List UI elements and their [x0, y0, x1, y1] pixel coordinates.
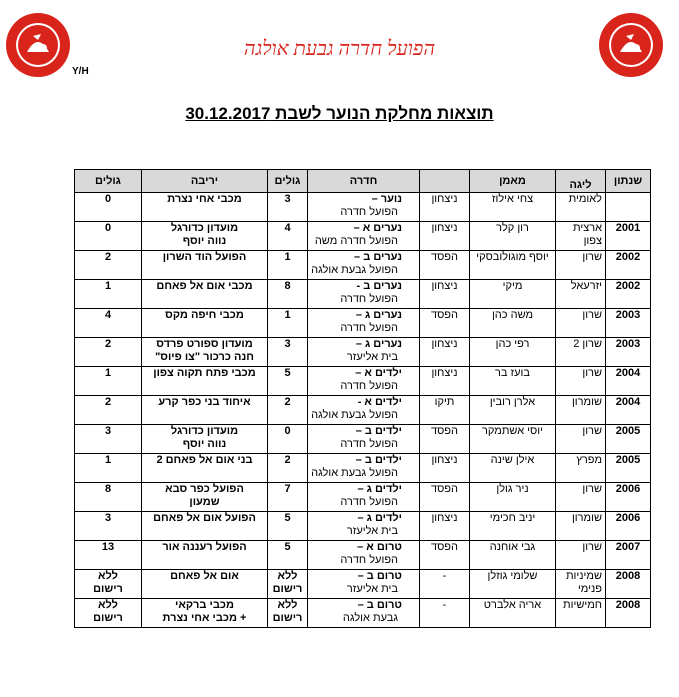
- cell-goals: 7: [268, 483, 308, 512]
- cell-result: -: [420, 570, 470, 599]
- team-age-group: טרום ב –: [357, 570, 402, 582]
- table-body: [75, 193, 651, 628]
- table-row: [75, 570, 651, 599]
- cell-result: הפסד: [420, 425, 470, 454]
- league-line: ארצית: [572, 222, 602, 234]
- cell-opponent: [142, 512, 268, 541]
- opp-goals-line: 8: [104, 483, 112, 495]
- cell-opp-goals: [75, 425, 142, 454]
- cell-goals: 3: [268, 193, 308, 222]
- league-line: שרון: [582, 425, 602, 437]
- document-title: תוצאות מחלקת הנוער לשבת 30.12.2017: [185, 104, 494, 123]
- table-row: [75, 454, 651, 483]
- cell-team: [308, 309, 420, 338]
- opponent-line: בני אום אל פאחם 2: [156, 454, 253, 466]
- cell-result: ניצחון: [420, 280, 470, 309]
- cell-opp-goals: [75, 309, 142, 338]
- team-age-group: נוער –: [371, 193, 402, 205]
- team-age-group: ילדים א –: [355, 367, 402, 379]
- cell-result: ניצחון: [420, 222, 470, 251]
- team-age-group: נערים ג –: [355, 338, 402, 350]
- league-line: שומרון: [571, 396, 602, 408]
- opponent-line: מכבי אחי נצרת: [167, 193, 242, 205]
- cell-league: [556, 251, 606, 280]
- team-age-group: נערים ב –: [354, 251, 402, 263]
- cell-result: -: [420, 599, 470, 628]
- cell-team: [308, 338, 420, 367]
- league-line: לאומית: [568, 193, 602, 205]
- results-table: [74, 169, 651, 628]
- cell-goals: 2: [268, 396, 308, 425]
- header-team: חדרה: [308, 170, 420, 193]
- cell-team: [308, 599, 420, 628]
- cell-team: [308, 222, 420, 251]
- opp-goals-line: ללא: [98, 599, 118, 611]
- cell-goals: 2: [268, 454, 308, 483]
- league-line: שרון: [582, 483, 602, 495]
- table-row: [75, 251, 651, 280]
- cell-result: הפסד: [420, 251, 470, 280]
- cell-league: [556, 338, 606, 367]
- table-row: [75, 338, 651, 367]
- cell-team: [308, 483, 420, 512]
- cell-league: [556, 309, 606, 338]
- cell-coach: אריה אלברט: [470, 599, 556, 628]
- opponent-line: מכבי אום אל פאחם: [156, 280, 253, 292]
- cell-goals: 8: [268, 280, 308, 309]
- cell-year: 2005: [606, 454, 651, 483]
- cell-coach: יוסי אשתמקר: [470, 425, 556, 454]
- header-opponent: יריבה: [142, 170, 268, 193]
- cell-opponent: [142, 193, 268, 222]
- cell-goals: 5: [268, 367, 308, 396]
- cell-year: 2008: [606, 570, 651, 599]
- document-mark: Y/H: [72, 66, 89, 77]
- team-club-name: בית אליעזר: [346, 525, 398, 537]
- opponent-line: איחוד בני כפר קרע: [158, 396, 251, 408]
- cell-team: [308, 454, 420, 483]
- cell-result: ניצחון: [420, 367, 470, 396]
- opp-goals-line: 1: [104, 367, 112, 379]
- cell-league: [556, 454, 606, 483]
- cell-year: 2004: [606, 396, 651, 425]
- cell-coach: אילן שינה: [470, 454, 556, 483]
- cell-opp-goals: [75, 367, 142, 396]
- opp-goals-line: 13: [101, 541, 115, 553]
- cell-result: ניצחון: [420, 338, 470, 367]
- cell-league: [556, 512, 606, 541]
- cell-opponent: [142, 338, 268, 367]
- cell-coach: אלרן רובין: [470, 396, 556, 425]
- cell-opponent: [142, 251, 268, 280]
- team-age-group: ילדים א -: [357, 396, 402, 408]
- team-age-group: ילדים ג –: [357, 512, 402, 524]
- table-row: [75, 512, 651, 541]
- cell-team: [308, 251, 420, 280]
- league-line: שרון: [582, 251, 602, 263]
- cell-year: 2003: [606, 309, 651, 338]
- opponent-line: מועדון כדורגל: [170, 425, 239, 437]
- opp-goals-line: 1: [104, 280, 112, 292]
- cell-goals: 4: [268, 222, 308, 251]
- cell-team: [308, 570, 420, 599]
- cell-opp-goals: [75, 396, 142, 425]
- team-club-name: הפועל חדרה: [340, 496, 398, 508]
- cell-opponent: [142, 599, 268, 628]
- cell-opponent: [142, 541, 268, 570]
- cell-opponent: [142, 309, 268, 338]
- cell-result: הפסד: [420, 483, 470, 512]
- table-row: [75, 222, 651, 251]
- cell-opponent: [142, 570, 268, 599]
- header-result: [420, 170, 470, 193]
- opponent-line: מכבי ברקאי: [175, 599, 234, 611]
- team-club-name: הפועל גבעת אולגה: [311, 264, 398, 276]
- cell-team: [308, 280, 420, 309]
- cell-team: [308, 541, 420, 570]
- opponent-line: הפועל רעננה אור: [162, 541, 247, 553]
- cell-opponent: [142, 454, 268, 483]
- cell-coach: משה כהן: [470, 309, 556, 338]
- cell-team: [308, 396, 420, 425]
- cell-league: [556, 599, 606, 628]
- team-age-group: טרום ב –: [357, 599, 402, 611]
- opponent-line: הפועל הוד השרון: [162, 251, 247, 263]
- table-row: [75, 309, 651, 338]
- cell-goals: 1: [268, 309, 308, 338]
- cell-result: הפסד: [420, 309, 470, 338]
- cell-opponent: [142, 222, 268, 251]
- cell-result: הפסד: [420, 541, 470, 570]
- cell-coach: רון קלר: [470, 222, 556, 251]
- team-club-name: הפועל חדרה: [340, 554, 398, 566]
- header-opp-goals: גולים: [75, 170, 142, 193]
- cell-year: [606, 193, 651, 222]
- league-line: שרון: [582, 541, 602, 553]
- cell-goals: 5: [268, 541, 308, 570]
- opp-goals-line: 3: [104, 512, 112, 524]
- cell-league: [556, 425, 606, 454]
- cell-league: [556, 570, 606, 599]
- opponent-line: חנה כרכור "צו פיוס": [155, 351, 254, 363]
- team-age-group: ילדים ב –: [355, 425, 402, 437]
- cell-opp-goals: [75, 483, 142, 512]
- cell-year: 2003: [606, 338, 651, 367]
- table-row: [75, 483, 651, 512]
- cell-opp-goals: [75, 599, 142, 628]
- cell-year: 2004: [606, 367, 651, 396]
- cell-opp-goals: [75, 338, 142, 367]
- team-age-group: נערים ב -: [356, 280, 402, 292]
- cell-coach: בועז בר: [470, 367, 556, 396]
- table-row: [75, 193, 651, 222]
- cell-team: [308, 367, 420, 396]
- table-row: [75, 280, 651, 309]
- cell-opp-goals: [75, 454, 142, 483]
- table-row: [75, 599, 651, 628]
- table-header-row: [75, 170, 651, 193]
- team-club-name: הפועל חדרה: [340, 438, 398, 450]
- opponent-line: מכבי חיפה מקס: [165, 309, 244, 321]
- cell-goals: ללא רישום: [268, 570, 308, 599]
- opponent-line: מועדון כדורגל: [170, 222, 239, 234]
- league-line: שרון: [582, 367, 602, 379]
- table-row: [75, 425, 651, 454]
- team-age-group: טרום א –: [357, 541, 402, 553]
- cell-opp-goals: [75, 193, 142, 222]
- cell-coach: יוסף מוגולובסקי: [470, 251, 556, 280]
- cell-league: [556, 280, 606, 309]
- team-club-name: בית אליעזר: [346, 583, 398, 595]
- league-line: מפרץ: [576, 454, 602, 466]
- cell-league: [556, 222, 606, 251]
- cell-year: 2002: [606, 280, 651, 309]
- header-year: שנתון: [606, 170, 651, 193]
- opp-goals-line: 4: [104, 309, 112, 321]
- cell-coach: מיקי: [470, 280, 556, 309]
- team-club-name: הפועל חדרה: [340, 206, 398, 218]
- cell-year: 2007: [606, 541, 651, 570]
- cell-goals: 5: [268, 512, 308, 541]
- cell-result: ניצחון: [420, 193, 470, 222]
- cell-year: 2002: [606, 251, 651, 280]
- cell-opponent: [142, 425, 268, 454]
- cell-league: [556, 541, 606, 570]
- table-row: [75, 396, 651, 425]
- opp-goals-line: 1: [104, 454, 112, 466]
- cell-team: [308, 193, 420, 222]
- team-club-name: הפועל חדרה: [340, 322, 398, 334]
- opp-goals-line: 3: [104, 425, 112, 437]
- cell-year: 2006: [606, 512, 651, 541]
- team-club-name: הפועל גבעת אולגה: [311, 467, 398, 479]
- cell-year: 2008: [606, 599, 651, 628]
- cell-result: ניצחון: [420, 512, 470, 541]
- opponent-line: הפועל אום אל פאחם: [153, 512, 256, 524]
- league-line: צפון: [583, 235, 602, 247]
- cell-goals: ללא רישום: [268, 599, 308, 628]
- team-age-group: נערים ג –: [355, 309, 402, 321]
- club-name-title: הפועל חדרה גבעת אולגה: [243, 38, 436, 60]
- team-club-name: גבעת אולגה: [342, 612, 398, 624]
- league-line: יזרעאל: [570, 280, 602, 292]
- cell-league: [556, 483, 606, 512]
- league-line: חמישיות: [563, 599, 602, 611]
- opponent-line: + מכבי אחי נצרת: [162, 612, 247, 624]
- header-league: ליגה: [556, 170, 606, 193]
- cell-opponent: [142, 367, 268, 396]
- header-coach: מאמן: [470, 170, 556, 193]
- opp-goals-line: 2: [104, 396, 112, 408]
- opponent-line: אום אל פאחם: [170, 570, 239, 582]
- team-age-group: ילדים ב –: [355, 454, 402, 466]
- team-club-name: הפועל גבעת אולגה: [311, 409, 398, 421]
- cell-result: תיקו: [420, 396, 470, 425]
- opp-goals-line: 2: [104, 251, 112, 263]
- team-club-name: בית אליעזר: [346, 351, 398, 363]
- cell-opponent: [142, 483, 268, 512]
- cell-league: [556, 367, 606, 396]
- cell-year: 2006: [606, 483, 651, 512]
- opp-goals-line: 2: [104, 338, 112, 350]
- opp-goals-line: ללא: [98, 570, 118, 582]
- cell-opponent: [142, 280, 268, 309]
- cell-opp-goals: [75, 251, 142, 280]
- cell-opp-goals: [75, 222, 142, 251]
- opponent-line: מכבי פתח תקוה צפון: [153, 367, 256, 379]
- league-line: שרון 2: [573, 338, 602, 350]
- opp-goals-line: רישום: [93, 583, 123, 595]
- cell-opp-goals: [75, 512, 142, 541]
- cell-coach: ניר גולן: [470, 483, 556, 512]
- table-row: [75, 541, 651, 570]
- cell-coach: גבי אוחנה: [470, 541, 556, 570]
- league-line: שרון: [582, 309, 602, 321]
- cell-year: 2001: [606, 222, 651, 251]
- team-club-name: הפועל חדרה: [340, 380, 398, 392]
- cell-goals: 0: [268, 425, 308, 454]
- cell-coach: רפי כהן: [470, 338, 556, 367]
- league-line: פנימי: [577, 583, 602, 595]
- cell-opponent: [142, 396, 268, 425]
- team-age-group: נערים א –: [353, 222, 402, 234]
- cell-league: [556, 396, 606, 425]
- cell-goals: 3: [268, 338, 308, 367]
- league-line: שומרון: [571, 512, 602, 524]
- opp-goals-line: רישום: [93, 612, 123, 624]
- opp-goals-line: 0: [104, 222, 112, 234]
- table-row: [75, 367, 651, 396]
- opponent-line: שמעון: [189, 496, 220, 508]
- cell-year: 2005: [606, 425, 651, 454]
- cell-coach: שלומי גוזלן: [470, 570, 556, 599]
- cell-league: [556, 193, 606, 222]
- cell-opp-goals: [75, 280, 142, 309]
- team-age-group: ילדים ג –: [357, 483, 402, 495]
- cell-team: [308, 512, 420, 541]
- opp-goals-line: 0: [104, 193, 112, 205]
- league-line: שמיניות: [565, 570, 602, 582]
- team-club-name: הפועל חדרה: [340, 293, 398, 305]
- cell-goals: 1: [268, 251, 308, 280]
- cell-result: ניצחון: [420, 454, 470, 483]
- cell-opp-goals: [75, 570, 142, 599]
- cell-opp-goals: [75, 541, 142, 570]
- opponent-line: נווה יוסף: [182, 438, 227, 450]
- cell-team: [308, 425, 420, 454]
- opponent-line: מועדון ספורט פרדס: [156, 338, 253, 350]
- team-club-name: הפועל חדרה משה: [314, 235, 398, 247]
- header-goals: גולים: [268, 170, 308, 193]
- opponent-line: הפועל כפר סבא: [165, 483, 244, 495]
- cell-coach: יניב חכימי: [470, 512, 556, 541]
- opponent-line: נווה יוסף: [182, 235, 227, 247]
- cell-coach: צחי אילוז: [470, 193, 556, 222]
